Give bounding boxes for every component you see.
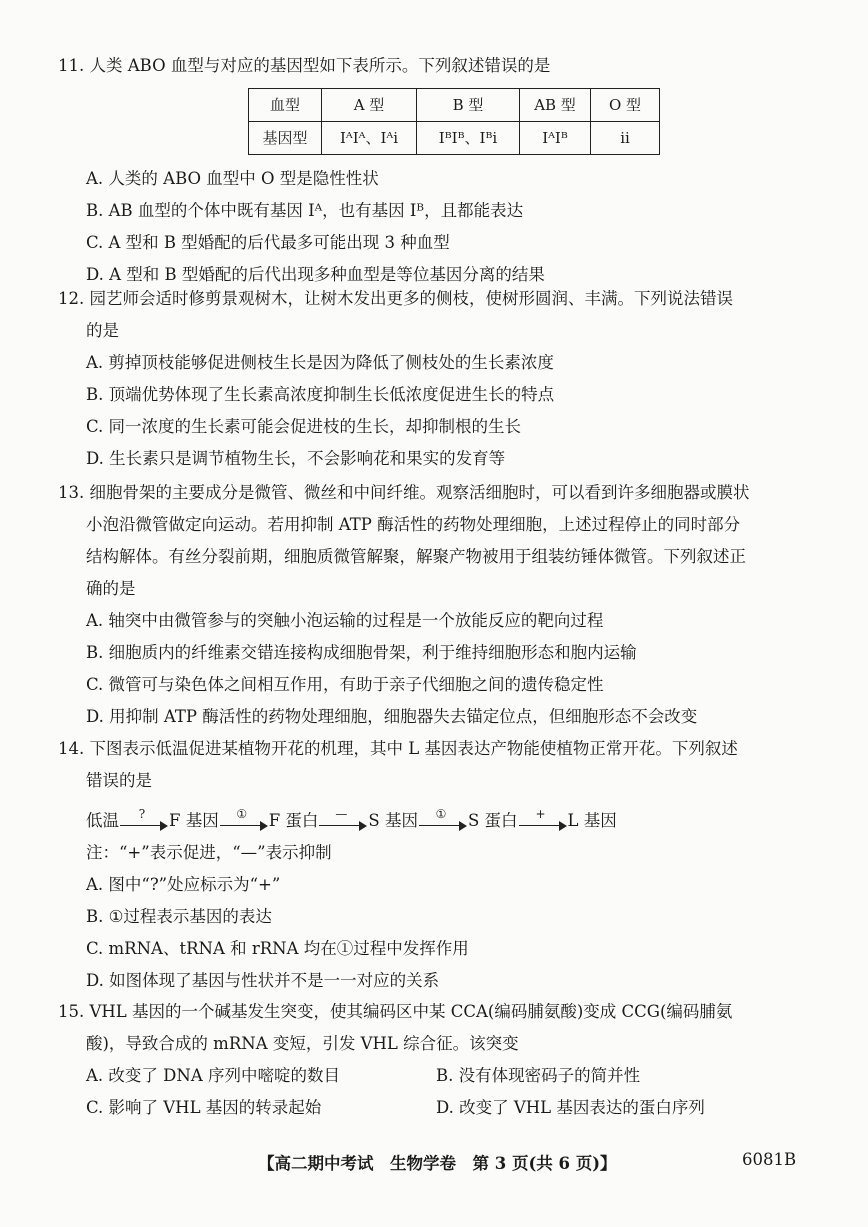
table-cell: A 型 (322, 89, 417, 122)
question-13-stem-cont: 小泡沿微管做定向运动。若用抑制 ATP 酶活性的药物处理细胞，上述过程停止的同时部分 (86, 515, 741, 534)
table-row (249, 122, 660, 155)
blood-type-table (248, 88, 660, 155)
flow-node-f-gene: F 基因 (169, 811, 219, 830)
question-14-stem: 14. 下图表示低温促进某植物开花的机理，其中 L 基因表达产物能使植物正常开花。下列叙述 (58, 739, 738, 758)
question-11 (58, 50, 818, 291)
table-cell: IᴮIᴮ、Iᴮi (417, 122, 520, 155)
option-d: D. 改变了 VHL 基因表达的蛋白序列 (436, 1098, 705, 1117)
option-a: A. 图中“?”处应标示为“+” (86, 875, 281, 894)
table-cell: 基因型 (249, 122, 322, 155)
footer-page-info: 【高二期中考试 生物学卷 第 3 页(共 6 页)】 (258, 1154, 617, 1173)
options-row (58, 1092, 818, 1124)
flow-node-s-protein: S 蛋白 (467, 811, 518, 830)
option-b: B. ①过程表示基因的表达 (86, 907, 272, 926)
question-15-stem: 15. VHL 基因的一个碱基发生突变，使其编码区中某 CCA(编码脯氨酸)变成 CCG(编码脯氨 (58, 1002, 733, 1021)
question-12-stem: 12. 园艺师会适时修剪景观树木，让树木发出更多的侧枝，使树形圆润、丰满。下列说法错误 (58, 289, 733, 308)
option-b: B. AB 血型的个体中既有基因 Iᴬ，也有基因 Iᴮ，且都能表达 (86, 201, 524, 220)
question-15-stem-cont: 酸)，导致合成的 mRNA 变短，引发 VHL 综合征。该突变 (86, 1034, 519, 1053)
arrow-icon (120, 805, 168, 837)
options-row (58, 1060, 818, 1092)
question-14 (58, 733, 818, 997)
option-a: A. 轴突中由微管参与的突触小泡运输的过程是一个放能反应的靶向过程 (86, 611, 604, 630)
flowchart (58, 797, 818, 837)
option-b: B. 没有体现密码子的简并性 (436, 1066, 641, 1085)
option-c: C. mRNA、tRNA 和 rRNA 均在①过程中发挥作用 (86, 939, 469, 958)
option-d: D. 如图体现了基因与性状并不是一一对应的关系 (86, 971, 440, 990)
table-cell: O 型 (591, 89, 660, 122)
flow-node-s-gene: S 基因 (368, 811, 418, 830)
question-15 (58, 996, 818, 1124)
arrow-label: ① (236, 807, 248, 821)
footer-code: 6081B (742, 1150, 797, 1169)
option-c: C. 同一浓度的生长素可能会促进枝的生长，却抑制根的生长 (86, 417, 522, 436)
table-cell: ii (591, 122, 660, 155)
option-c: C. A 型和 B 型婚配的后代最多可能出现 3 种血型 (86, 233, 450, 252)
question-12 (58, 283, 818, 475)
option-b: B. 顶端优势体现了生长素高浓度抑制生长低浓度促进生长的特点 (86, 385, 555, 404)
option-d: D. 生长素只是调节植物生长，不会影响花和果实的发育等 (86, 449, 506, 468)
flowchart-note: 注：“+”表示促进，“—”表示抑制 (86, 843, 332, 862)
arrow-label: ① (435, 807, 447, 821)
option-c: C. 微管可与染色体之间相互作用，有助于亲子代细胞之间的遗传稳定性 (86, 675, 604, 694)
question-13-stem-cont: 结构解体。有丝分裂前期，细胞质微管解聚，解聚产物被用于组装纺锤体微管。下列叙述正 (86, 547, 746, 566)
table-cell: IᴬIᴬ、Iᴬi (322, 122, 417, 155)
arrow-icon (319, 805, 367, 837)
question-13 (58, 477, 818, 733)
flow-node-f-protein: F 蛋白 (268, 811, 319, 830)
option-a: A. 改变了 DNA 序列中嘧啶的数目 (86, 1066, 340, 1085)
arrow-icon (519, 805, 567, 837)
question-11-stem: 11. 人类 ABO 血型与对应的基因型如下表所示。下列叙述错误的是 (58, 56, 551, 75)
question-12-stem-cont: 的是 (86, 321, 119, 340)
option-d: D. A 型和 B 型婚配的后代出现多种血型是等位基因分离的结果 (86, 265, 545, 284)
flow-node-l-gene: L 基因 (567, 811, 617, 830)
table-cell: B 型 (417, 89, 520, 122)
flow-node-low-temp: 低温 (86, 811, 119, 830)
option-c: C. 影响了 VHL 基因的转录起始 (86, 1098, 322, 1117)
question-13-stem: 13. 细胞骨架的主要成分是微管、微丝和中间纤维。观察活细胞时，可以看到许多细胞器或膜状 (58, 483, 750, 502)
table-cell: AB 型 (520, 89, 591, 122)
table-cell: IᴬIᴮ (520, 122, 591, 155)
arrow-icon (419, 805, 467, 837)
arrow-label: ? (138, 807, 146, 821)
arrow-label: + (535, 807, 546, 821)
arrow-icon (220, 805, 268, 837)
option-d: D. 用抑制 ATP 酶活性的药物处理细胞，细胞器失去锚定位点，但细胞形态不会改变 (86, 707, 698, 726)
question-14-stem-cont: 错误的是 (86, 771, 152, 790)
option-b: B. 细胞质内的纤维素交错连接构成细胞骨架，利于维持细胞形态和胞内运输 (86, 643, 637, 662)
option-a: A. 人类的 ABO 血型中 O 型是隐性性状 (86, 169, 379, 188)
question-13-stem-cont: 确的是 (86, 579, 136, 598)
arrow-label: — (335, 807, 348, 821)
table-row (249, 89, 660, 122)
option-a: A. 剪掉顶枝能够促进侧枝生长是因为降低了侧枝处的生长素浓度 (86, 353, 554, 372)
table-cell: 血型 (249, 89, 322, 122)
